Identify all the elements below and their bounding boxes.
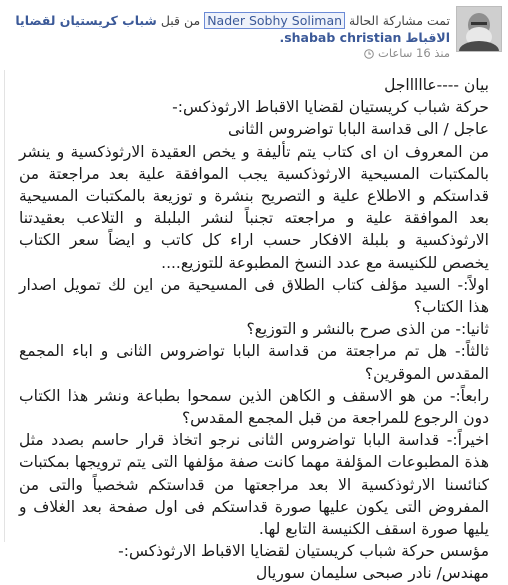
post-line: بيان ----عاااااجل (384, 76, 489, 94)
group-name-en-link[interactable]: shabab christian. (279, 30, 402, 45)
avatar-photo-icon (457, 7, 501, 51)
clock-icon (364, 48, 374, 58)
post-line: ثالثاً:- هل تم مراجعتة من قداسة البابا تواضروس الثانى و اباء المجمع المقدس الموقرين؟ (19, 342, 489, 383)
share-prefix: تمت مشاركة الحالة (349, 13, 450, 28)
share-line (10, 12, 450, 46)
from-word: من قبل (160, 13, 201, 28)
post-line: اخيراً:- قداسة البابا تواضروس الثانى نرجو اتخاذ قرار حاسم بصدد مثل هذة المطبوعات المؤلفة مهما كانت صفة مؤلفها التى يتم ترويجها بمكتبات كنائسنا الارثوذكسية الا بعد مراجعتها من قداستكم شخصياً والتى من المفروض التى يكون عليها صورة قداستكم فى اول صفحة بعد الغلاف و يليها صورة اسقف الكنيسة التابع لها. (19, 431, 489, 539)
post-line: من المعروف ان اى كتاب يتم تأليفة و يخص العقيدة الارثوذكسية و ينشر بالمكتبات المسيحية الارثوذكسية يجب الموافقة علية بعد مراجعتة من قداستكم و الاطلاع علية و التصريح بنشرة و توزيعة بالمكتبات المسيحية بعد الموافقة علية و مراجعته تجنباً لنشر البلبلة و التلاعب بعقيدتنا الارثوذكسية و بلبلة الافكار حسب اراء كل كاتب و ايضاً سعر الكتاب يخصص للكنيسة مع عدد النسخ المطبوعة للتوزيع.... (19, 142, 489, 272)
post-header (0, 0, 508, 68)
post-line: اولاً:- السيد مؤلف كتاب الطلاق فى المسيحية من اين لك تمويل اصدار هذا الكتاب؟ (19, 275, 489, 317)
shared-person-link[interactable]: Nader Sobhy Soliman (204, 12, 345, 29)
time-text[interactable]: منذ 16 ساعات (378, 46, 450, 60)
post-line: ثانيا:- من الذى صرح بالنشر و التوزيع؟ (246, 320, 489, 339)
post-line: مؤسس حركة شباب كريستيان لقضايا الاقباط الارثوذكس:- (118, 542, 489, 561)
post-body (19, 74, 489, 585)
group-name-link[interactable]: شباب كريستيان لقضايا (15, 13, 157, 28)
group-name-line2-link[interactable]: الاقباط (405, 30, 450, 45)
timestamp[interactable] (364, 46, 450, 60)
post-line: مهندس/ نادر صبحى سليمان سوريال (256, 564, 489, 583)
post-content-box (4, 70, 503, 583)
post-line: حركة شباب كريستيان لقضايا الاقباط الارثوذكس:- (172, 98, 489, 117)
post-line: عاجل / الى قداسة البابا تواضروس الثانى (227, 120, 489, 139)
post-line: رابعاً:- من هو الاسقف و الكاهن الذين سمحوا بطباعة ونشر هذا الكتاب دون الرجوع للمراجعة من قبل المجمع المقدس؟ (19, 386, 489, 428)
avatar[interactable] (456, 6, 502, 52)
